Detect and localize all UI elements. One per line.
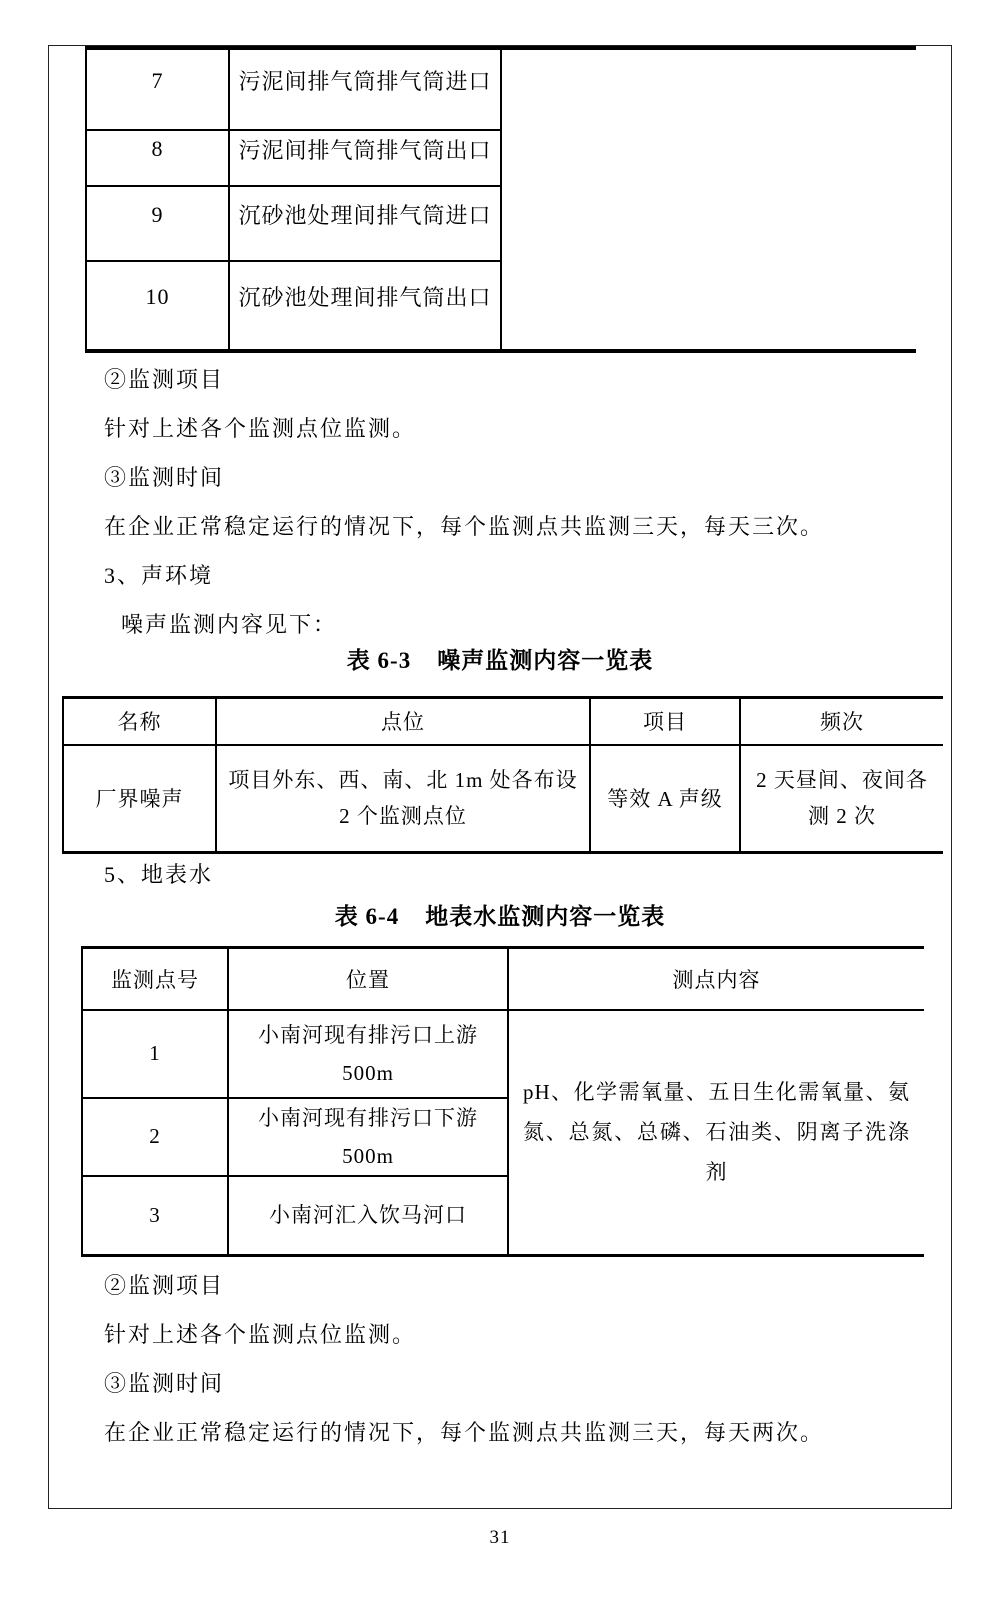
table-6-4-caption: 地表水监测内容一览表	[425, 904, 666, 929]
point-location-cell: 污泥间排气筒排气筒进口	[229, 48, 501, 130]
table-row	[63, 745, 943, 853]
water-point-number-cell: 3	[82, 1176, 228, 1256]
surface-water-heading: 5、地表水	[104, 862, 214, 887]
location-text: 小南河汇入饮马河口	[269, 1203, 467, 1228]
table-6-3-caption: 噪声监测内容一览表	[437, 648, 654, 673]
air-item2-heading: ②监测项目	[104, 367, 225, 392]
point-location-cell: 沉砂池处理间排气筒出口	[229, 261, 501, 351]
header-location: 点位	[216, 698, 590, 745]
header-name: 名称	[63, 698, 216, 745]
exhaust-points-table-continued	[85, 46, 916, 353]
header-point-no: 监测点号	[82, 948, 228, 1010]
location-text: 小南河现有排污口下游 500m	[258, 1105, 478, 1168]
point-number-cell: 8	[86, 130, 229, 186]
water-item3-heading: ③监测时间	[104, 1371, 225, 1396]
table-6-4-label: 表 6-4	[334, 904, 400, 929]
page-frame	[48, 45, 952, 1509]
point-number-cell: 7	[86, 48, 229, 130]
point-number-cell: 9	[86, 186, 229, 261]
water-location-cell	[228, 1010, 508, 1098]
water-item3-body: 在企业正常稳定运行的情况下，每个监测点共监测三天，每天两次。	[104, 1420, 825, 1445]
water-location-cell	[228, 1098, 508, 1176]
table-row	[86, 48, 916, 130]
water-point-number-cell: 2	[82, 1098, 228, 1176]
water-parameters-merged-cell: pH、化学需氧量、五日生化需氧量、氨氮、总氮、总磷、石油类、阴离子洗涤剂	[523, 1080, 910, 1185]
table-header-row	[82, 948, 924, 1010]
table-6-4-title	[49, 903, 951, 931]
water-point-number-cell: 1	[82, 1010, 228, 1098]
noise-item-cell: 等效 A 声级	[590, 745, 740, 853]
water-location-cell	[228, 1176, 508, 1256]
table-6-3-label: 表 6-3	[346, 648, 412, 673]
noise-section-heading: 3、声环境	[104, 563, 214, 588]
point-location-cell: 沉砂池处理间排气筒进口	[229, 186, 501, 261]
header-content: 测点内容	[508, 948, 924, 1010]
air-item3-heading: ③监测时间	[104, 465, 225, 490]
noise-name-cell: 厂界噪声	[63, 745, 216, 853]
noise-location-cell: 项目外东、西、南、北 1m 处各布设 2 个监测点位	[216, 745, 590, 853]
merged-empty-cell	[501, 48, 916, 351]
noise-monitoring-table	[62, 696, 943, 854]
point-location-cell: 污泥间排气筒排气筒出口	[229, 130, 501, 186]
water-item2-body: 针对上述各个监测点位监测。	[104, 1322, 417, 1347]
noise-intro: 噪声监测内容见下：	[121, 612, 338, 637]
header-position: 位置	[228, 948, 508, 1010]
table-row	[82, 1010, 924, 1098]
table-6-3-title	[49, 647, 951, 675]
air-item2-body: 针对上述各个监测点位监测。	[104, 416, 417, 441]
page-number: 31	[489, 1527, 511, 1548]
surface-water-monitoring-table	[81, 946, 924, 1257]
air-item3-body: 在企业正常稳定运行的情况下，每个监测点共监测三天，每天三次。	[104, 514, 825, 539]
location-text: 小南河现有排污口上游 500m	[258, 1022, 478, 1085]
table-header-row	[63, 698, 943, 745]
water-item2-heading: ②监测项目	[104, 1273, 225, 1298]
noise-frequency-cell: 2 天昼间、夜间各测 2 次	[756, 768, 928, 829]
point-number-cell: 10	[86, 261, 229, 351]
header-frequency: 频次	[740, 698, 943, 745]
header-item: 项目	[590, 698, 740, 745]
